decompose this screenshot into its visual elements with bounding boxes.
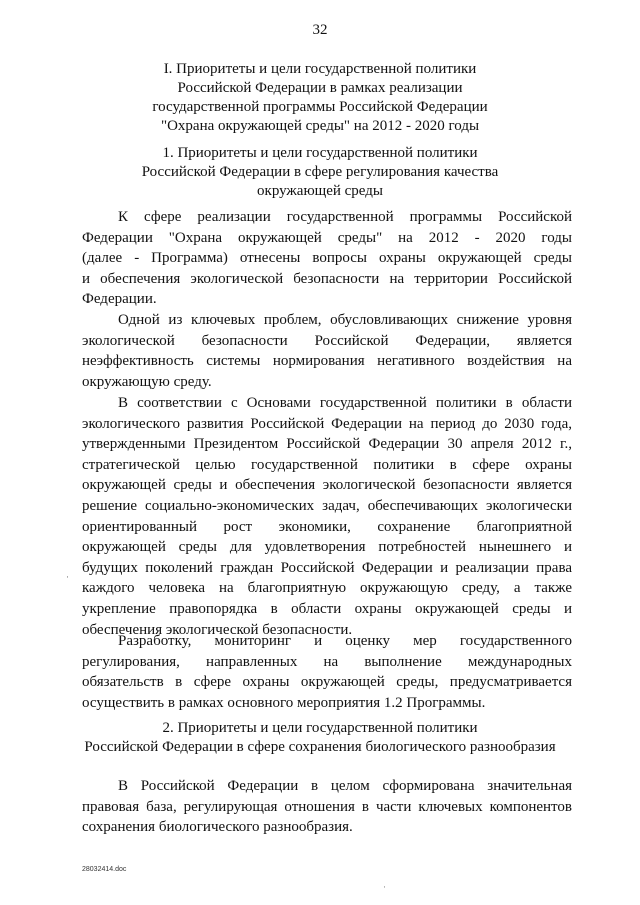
paragraph-line: Одной из ключевых проблем, обусловливающих снижение уровня [118, 312, 572, 328]
paragraph-line: окружающую среду. [82, 373, 212, 390]
paragraph-line: стратегической целью государственной политики в сфере охраны [82, 456, 572, 473]
heading-line: окружающей среды [257, 183, 383, 199]
paragraph-line: неэффективность системы нормирования негативного воздействия на [82, 353, 572, 370]
section-heading-main [60, 60, 580, 136]
paragraph-line: обеспечения экологической безопасности. [82, 621, 353, 638]
heading-line: государственной программы Российской Федерации [152, 99, 488, 115]
paragraph [82, 207, 572, 310]
paragraph-line: В Российской Федерации в целом сформирована значительная [118, 778, 572, 794]
heading-line: 2. Приоритеты и цели государственной политики [162, 720, 478, 736]
paragraph-line: обязательств в сфере охраны окружающей среды, предусматривается [82, 674, 572, 691]
paragraph [82, 393, 572, 640]
paragraph-line: (далее - Программа) отнесены вопросы охраны окружающей среды [82, 250, 572, 267]
paragraph [82, 310, 572, 392]
heading-line: I. Приоритеты и цели государственной политики [163, 61, 477, 77]
paragraph-line: укрепление правопорядка в области охраны окружающей среды и [82, 600, 572, 617]
paragraph-line: регулирования, направленных на выполнение международных [82, 653, 572, 670]
paragraph-line: утвержденными Президентом Российской Федерации 30 апреля 2012 г., [82, 436, 572, 453]
paragraph-line: правовая база, регулирующая отношения в части ключевых компонентов [82, 798, 572, 815]
scan-artifact: · [66, 572, 69, 582]
paragraph-line: окружающей среды для удовлетворения потребностей нынешнего и [82, 539, 572, 556]
paragraph-line: решение социально-экономических задач, обеспечивающих экологически [82, 497, 572, 514]
heading-line: "Охрана окружающей среды" на 2012 - 2020 годы [160, 118, 480, 134]
footer-doc-code: 28032414.doc [82, 866, 127, 873]
heading-line: Российской Федерации в сфере регулирования качества [141, 164, 499, 180]
paragraph-line: и обеспечения экологической безопасности на территории Российской [82, 270, 572, 287]
paragraph-line: окружающей среды и обеспечения экологической безопасности является [82, 477, 572, 494]
paragraph-line: Федерации. [82, 291, 157, 308]
paragraph-line: будущих поколений граждан Российской Федерации и реализации права [82, 559, 572, 576]
paragraph-line: Разработку, мониторинг и оценку мер государственного [118, 633, 572, 649]
scan-artifact: · [383, 882, 386, 892]
paragraph-line: В соответствии с Основами государственной политики в области [118, 395, 572, 411]
paragraph-line: экологического развития Российской Федерации на период до 2030 года, [82, 415, 572, 432]
paragraph [82, 631, 572, 713]
page-number: 32 [312, 22, 328, 38]
subsection-heading-1 [60, 144, 580, 201]
paragraph [82, 776, 572, 838]
heading-line: Российской Федерации в сфере сохранения биологического разнообразия [84, 739, 556, 755]
heading-line: 1. Приоритеты и цели государственной политики [162, 145, 478, 161]
paragraph-line: осуществить в рамках основного мероприятия 1.2 Программы. [82, 694, 486, 711]
paragraph-line: К сфере реализации государственной программы Российской [118, 209, 572, 225]
paragraph-line: каждого человека на благоприятную окружающую среду, а также [82, 580, 572, 597]
heading-line: Российской Федерации в рамках реализации [177, 80, 463, 96]
paragraph-line: ориентированный рост экономики, сохранение благоприятной [82, 518, 572, 535]
paragraph-line: экологической безопасности Российской Федерации, является [82, 332, 572, 349]
subsection-heading-2 [40, 719, 600, 757]
paragraph-line: сохранения биологического разнообразия. [82, 819, 353, 836]
paragraph-line: Федерации "Охрана окружающей среды" на 2012 - 2020 годы [82, 229, 572, 246]
